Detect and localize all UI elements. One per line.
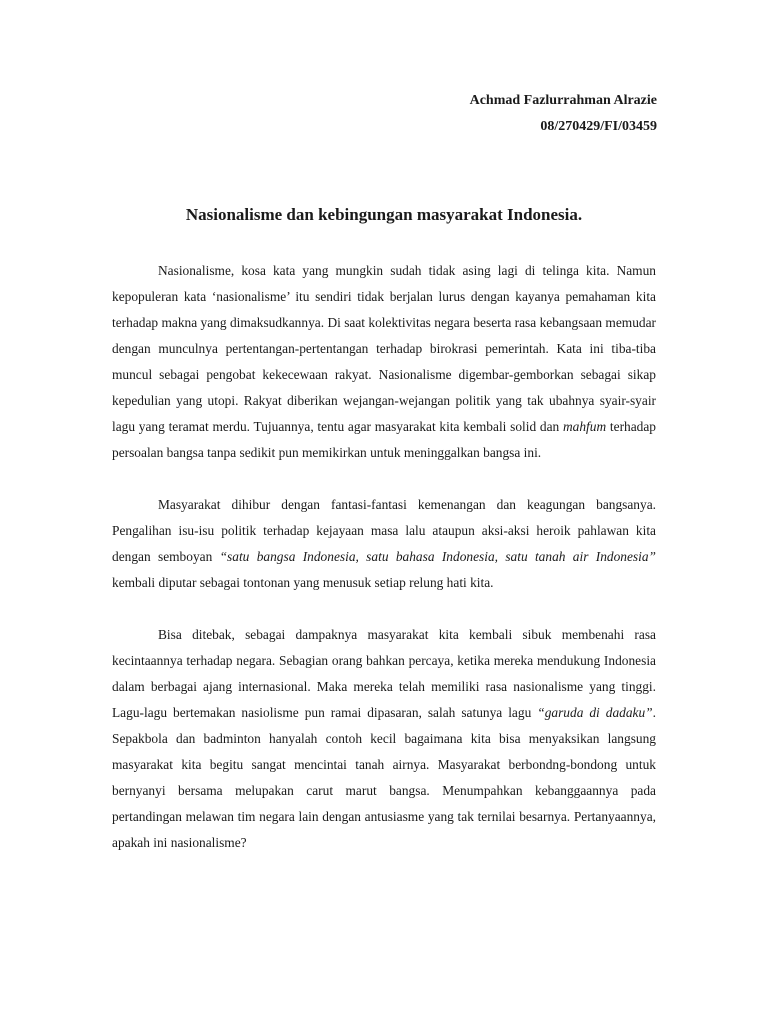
author-name: Achmad Fazlurrahman Alrazie	[469, 93, 657, 108]
paragraph-3-text-c: . Sepakbola dan badminton hanyalah contoh kecil bagaimana kita bisa menyaksikan langsung masyarakat kita begitu sangat mencintai tanah airnya. Masyarakat berbondng-bondong untuk bernyanyi bersama melupakan carut marut bangsa. Menumpahkan kebanggaannya pada pertandingan melawan tim negara lain dengan antusiasme yang tak ternilai besarnya. Pertanyaannya, apakah ini nasionalisme?	[112, 705, 656, 850]
paragraph-2-text-c: kembali diputar sebagai tontonan yang menusuk setiap relung hati kita.	[112, 575, 494, 590]
paragraph-1	[112, 258, 656, 466]
paragraph-2-italic: “satu bangsa Indonesia, satu bahasa Indonesia, satu tanah air Indonesia”	[219, 549, 656, 564]
document-body	[112, 258, 656, 882]
paragraph-3	[112, 622, 656, 856]
paragraph-2	[112, 492, 656, 596]
paragraph-2-text-a: Masyarakat dihibur dengan fantasi-fantasi kemenangan dan keagungan bangsanya. Pengalihan isu-isu politik terhadap kejayaan masa lalu ataupun aksi-aksi heroik pahlawan kita dengan semboyan	[112, 497, 656, 564]
document-title: Nasionalisme dan kebingungan masyarakat Indonesia.	[185, 205, 583, 224]
author-student-id: 08/270429/FI/03459	[540, 119, 657, 134]
paragraph-1-italic: mahfum	[563, 419, 607, 434]
paragraph-1-text-c: terhadap persoalan bangsa tanpa sedikit pun memikirkan untuk meninggalkan bangsa ini.	[112, 419, 656, 460]
paragraph-1-text-a: Nasionalisme, kosa kata yang mungkin sudah tidak asing lagi di telinga kita. Namun kepopuleran kata ‘nasionalisme’ itu sendiri tidak berjalan lurus dengan kayanya pemahaman kita terhadap makna yang dimaksudkannya. Di saat kolektivitas negara beserta rasa kebangsaan memudar dengan munculnya pertentangan-pertentangan terhadap birokrasi pemerintah. Kata ini tiba-tiba muncul sebagai pengobat kekecewaan rakyat. Nasionalisme digembar-gemborkan sebagai sikap kepedulian yang utopi. Rakyat diberikan wejangan-wejangan politik yang tak ubahnya syair-syair lagu yang teramat merdu. Tujuannya, tentu agar masyarakat kita kembali solid dan	[112, 263, 656, 434]
paragraph-3-italic: “garuda di dadaku”	[537, 705, 653, 720]
paragraph-3-text-a: Bisa ditebak, sebagai dampaknya masyarakat kita kembali sibuk membenahi rasa kecintaannya terhadap negara. Sebagian orang bahkan percaya, ketika mereka mendukung Indonesia dalam berbagai ajang internasional. Maka mereka telah memiliki rasa nasionalisme yang tinggi. Lagu-lagu bertemakan nasiolisme pun ramai dipasaran, salah satunya lagu	[112, 627, 656, 720]
author-block	[470, 88, 657, 140]
